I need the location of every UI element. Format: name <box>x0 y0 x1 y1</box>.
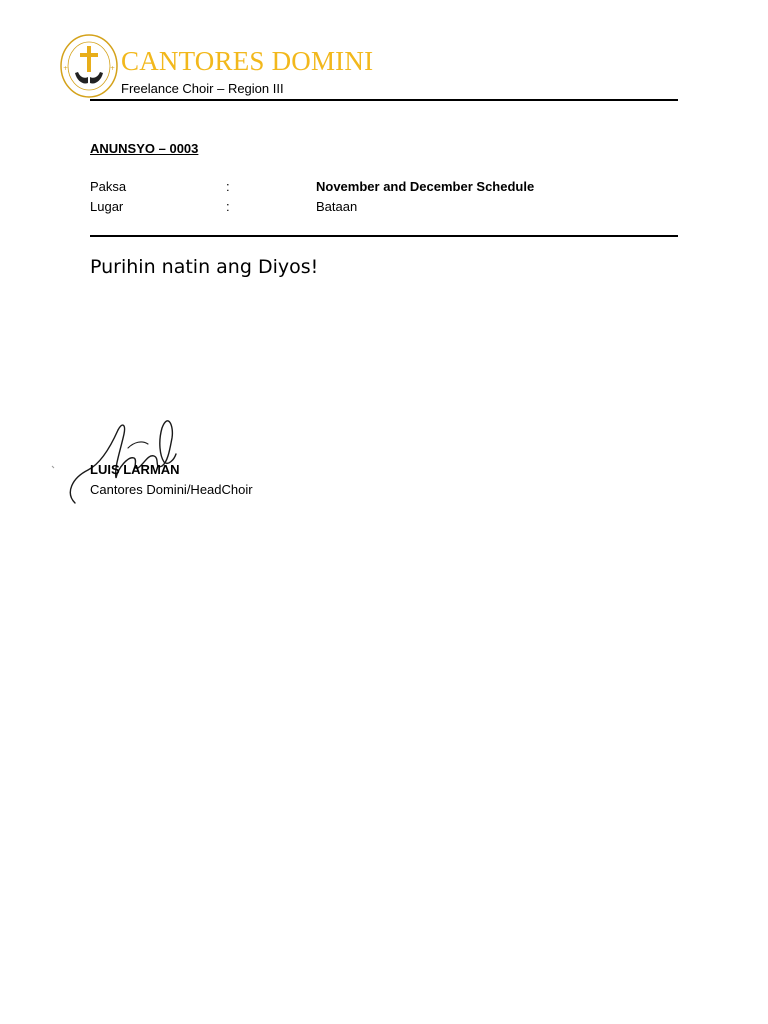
org-name: CANTORES DOMINI <box>121 46 374 76</box>
subject-label: Paksa <box>90 179 127 194</box>
location-separator: : <box>226 199 230 214</box>
subject-separator: : <box>226 179 230 194</box>
header-divider <box>90 99 678 101</box>
announcement-number: ANUNSYO – 0003 <box>90 141 199 156</box>
location-label: Lugar <box>90 199 124 214</box>
cross-hands-seal-icon <box>59 33 119 99</box>
signatory-title: Cantores Domini/HeadChoir <box>90 482 253 497</box>
subject-value: November and December Schedule <box>316 179 535 194</box>
org-subtitle: Freelance Choir – Region III <box>121 81 284 96</box>
svg-text:+: + <box>63 65 69 72</box>
meta-divider <box>90 235 678 237</box>
choir-logo <box>59 33 119 99</box>
signatory-name: LUIS LARMAN <box>90 462 180 477</box>
greeting-text: Purihin natin ang Diyos! <box>90 256 319 278</box>
svg-text:+: + <box>110 65 116 72</box>
location-value: Bataan <box>316 199 358 214</box>
